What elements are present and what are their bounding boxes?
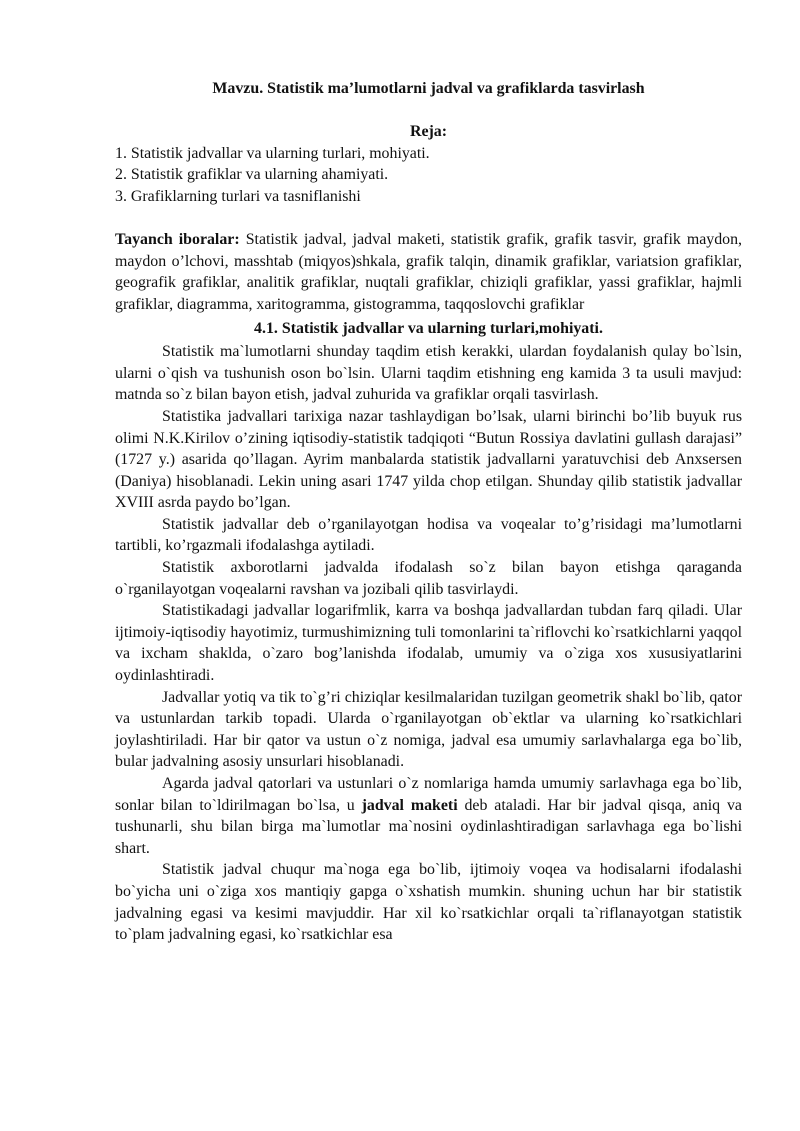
paragraph-3: Statistik jadvallar deb o’rganilayotgan hodisa va voqealar to’g’risidagi ma’lumotlarni tartibli, ko’rgazmali ifodalashga aytiladi. — [115, 515, 742, 555]
document-page — [115, 78, 742, 946]
keywords-text: Statistik jadval, jadval maketi, statistik grafik, grafik tasvir, grafik maydon, maydon o’lchovi, masshtab (miqyos)shkala, grafik talqin, dinamik grafiklar, variatsion grafiklar, geografik grafiklar, analitik grafiklar, nuqtali grafiklar, chiziqli grafiklar, yassi grafiklar, hajmli grafiklar, diagramma, xaritogramma, gistogramma, taqqoslovchi grafiklar — [115, 231, 743, 313]
paragraph-7 — [115, 773, 742, 859]
paragraph-8: Statistik jadval chuqur ma`noga ega bo`lib, ijtimoiy voqea va hodisalarni ifodalashi bo`yicha uni o`ziga xos mantiqiy gapga o`xshatish mumkin. shuning uchun har bir statistik jadvalning egasi va kesimi mavjuddir. Har xil ko`rsatkichlar orqali ta`riflanayotgan statistik to`plam jadvalning egasi, ko`rsatkichlar esa — [115, 861, 742, 944]
document-title: Mavzu. Statistik ma’lumotlarni jadval va grafiklarda tasvirlash — [212, 80, 645, 97]
plan-item-2: 2. Statistik grafiklar va ularning ahamiyati. — [115, 166, 389, 184]
keywords-paragraph — [115, 229, 742, 315]
paragraph-7-text-start: Agarda jadval qatorlari va ustunlari o`z nomlariga hamda umumiy sarlavhaga ega bo`lib, sonlar bilan to`ldirilmagan bo`lsa, u — [115, 775, 742, 814]
spacer — [115, 100, 742, 122]
paragraph-2: Statistika jadvallari tarixiga nazar tashlaydigan bo’lsak, ularni birinchi bo’lib buyuk rus olimi N.K.Kirilov o’zining iqtisodiy-statistik tadqiqoti “Butun Rossiya davlatini gullash darajasi” (1727 y.) asarida qo’llagan. Ayrim manbalarda statistik jadvallarni yaratuvchisi deb Anxsersen (Daniya) hisoblanadi. Lekin uning asari 1747 yilda chop etilgan. Shunday qilib statistik jadvallar XVIII asrda paydo bo’lgan. — [115, 407, 742, 512]
keywords-label: Tayanch iboralar: — [115, 231, 240, 249]
paragraph-1: Statistik ma`lumotlarni shunday taqdim etish kerakki, ulardan foydalanish qulay bo`lsin, ularni o`qish va tushunish oson bo`lsin. Ularni taqdim etishning eng kamida 3 ta usuli mavjud: matnda so`z bilan bayon etish, jadval zuhurida va grafiklar orqali tasvirlash. — [115, 343, 742, 404]
paragraph-4: Statistik axborotlarni jadvalda ifodalash so`z bilan bayon etishga qaraganda o`rganilayotgan voqealarni ravshan va jozibali qilib tasvirlaydi. — [115, 559, 742, 598]
plan-item-1: 1. Statistik jadvallar va ularning turlari, mohiyati. — [115, 144, 430, 162]
paragraph-5: Statistikadagi jadvallar logarifmlik, karra va boshqa jadvallardan tubdan farq qiladi. Ular ijtimoiy-iqtisodiy hayotimiz, turmushimizning tuli tomonlarini ta`riflovchi ko`rsatkichlarni yaqqol va ixcham shaklda, o`zaro bog’lanishda ifodalab, umumiy va o`ziga xos xususiyatlarini oydinlashtiradi. — [115, 602, 742, 685]
plan-heading: Reja: — [409, 123, 448, 141]
spacer — [115, 208, 742, 230]
paragraph-7-text-end: deb ataladi. Har bir jadval qisqa, aniq va tushunarli, shu bilan birga ma`lumotlar ma`nosini oydinlashtiradigan sarlavhaga ega bo`lishi shart. — [115, 796, 742, 857]
term-jadval-maketi: jadval maketi — [361, 796, 458, 814]
paragraph-6: Jadvallar yotiq va tik to`g’ri chiziqlar kesilmalaridan tuzilgan geometrik shakl bo`lib, qator va ustunlardan tarkib topadi. Ularda o`rganilayotgan ob`ektlar va ularning ko`rsatkichlari joylashtiriladi. Har bir qator va ustun o`z nomiga, jadval esa umumiy sarlavhalarga ega bo`lib, bular jadvalning asosiy unsurlari hisoblanadi. — [115, 688, 742, 771]
section-heading: 4.1. Statistik jadvallar va ularning turlari,mohiyati. — [254, 319, 603, 337]
plan-item-3: 3. Grafiklarning turlari va tasniflanishi — [115, 187, 361, 205]
